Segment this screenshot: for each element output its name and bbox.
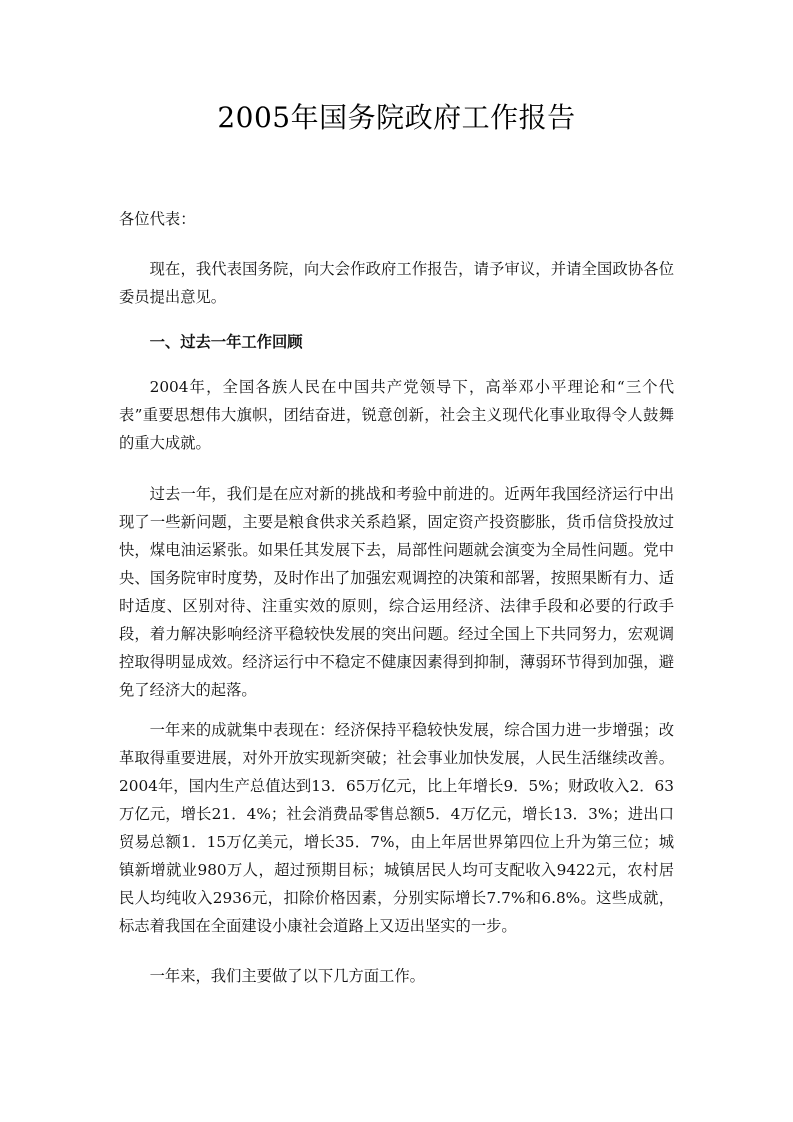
paragraph-achievements: 一年来的成就集中表现在：经济保持平稳较快发展，综合国力进一步增强；改革取得重要进展，对外开放实现新突破；社会事业加快发展，人民生活继续改善。2004年，国内生产总值达到13．65万亿元，比上年增长9．5%；财政收入2．63万亿元，增长21．4%；社会消费品零售总额5．4万亿元，增长13．3%；进出口贸易总额1．15万亿美元，增长35．7%，由上年居世界第四位上升为第三位；城镇新增就业980万人，超过预期目标；城镇居民人均可支配收入9422元，农村居民人均纯收入2936元，扣除价格因素，分别实际增长7.7%和6.8%。这些成就，标志着我国在全面建设小康社会道路上又迈出坚实的一步。 [119, 721, 674, 935]
paragraph-intro: 现在，我代表国务院，向大会作政府工作报告，请予审议，并请全国政协各位委员提出意见。 [119, 260, 674, 306]
paragraph-macro-control: 过去一年，我们是在应对新的挑战和考验中前进的。近两年我国经济运行中出现了一些新问题，主要是粮食供求关系趋紧，固定资产投资膨胀，货币信贷投放过快，煤电油运紧张。如果任其发展下去，局部性问题就会演变为全局性问题。党中央、国务院审时度势，及时作出了加强宏观调控的决策和部署，按照果断有力、适时适度、区别对待、注重实效的原则，综合运用经济、法律手段和必要的行政手段，着力解决影响经济平稳较快发展的突出问题。经过全国上下共同努力，宏观调控取得明显成效。经济运行中不稳定不健康因素得到抑制，薄弱环节得到加强，避免了经济大的起落。 [119, 485, 674, 699]
paragraph-work-intro: 一年来，我们主要做了以下几方面工作。 [149, 967, 425, 985]
paragraph-2004-summary: 2004年，全国各族人民在中国共产党领导下，高举邓小平理论和“三个代表”重要思想伟大旗帜，团结奋进，锐意创新，社会主义现代化事业取得令人鼓舞的重大成就。 [119, 378, 674, 452]
salutation: 各位代表： [119, 210, 196, 228]
document-title: 2005年国务院政府工作报告 [217, 101, 576, 134]
section-heading: 一、过去一年工作回顾 [149, 333, 303, 351]
